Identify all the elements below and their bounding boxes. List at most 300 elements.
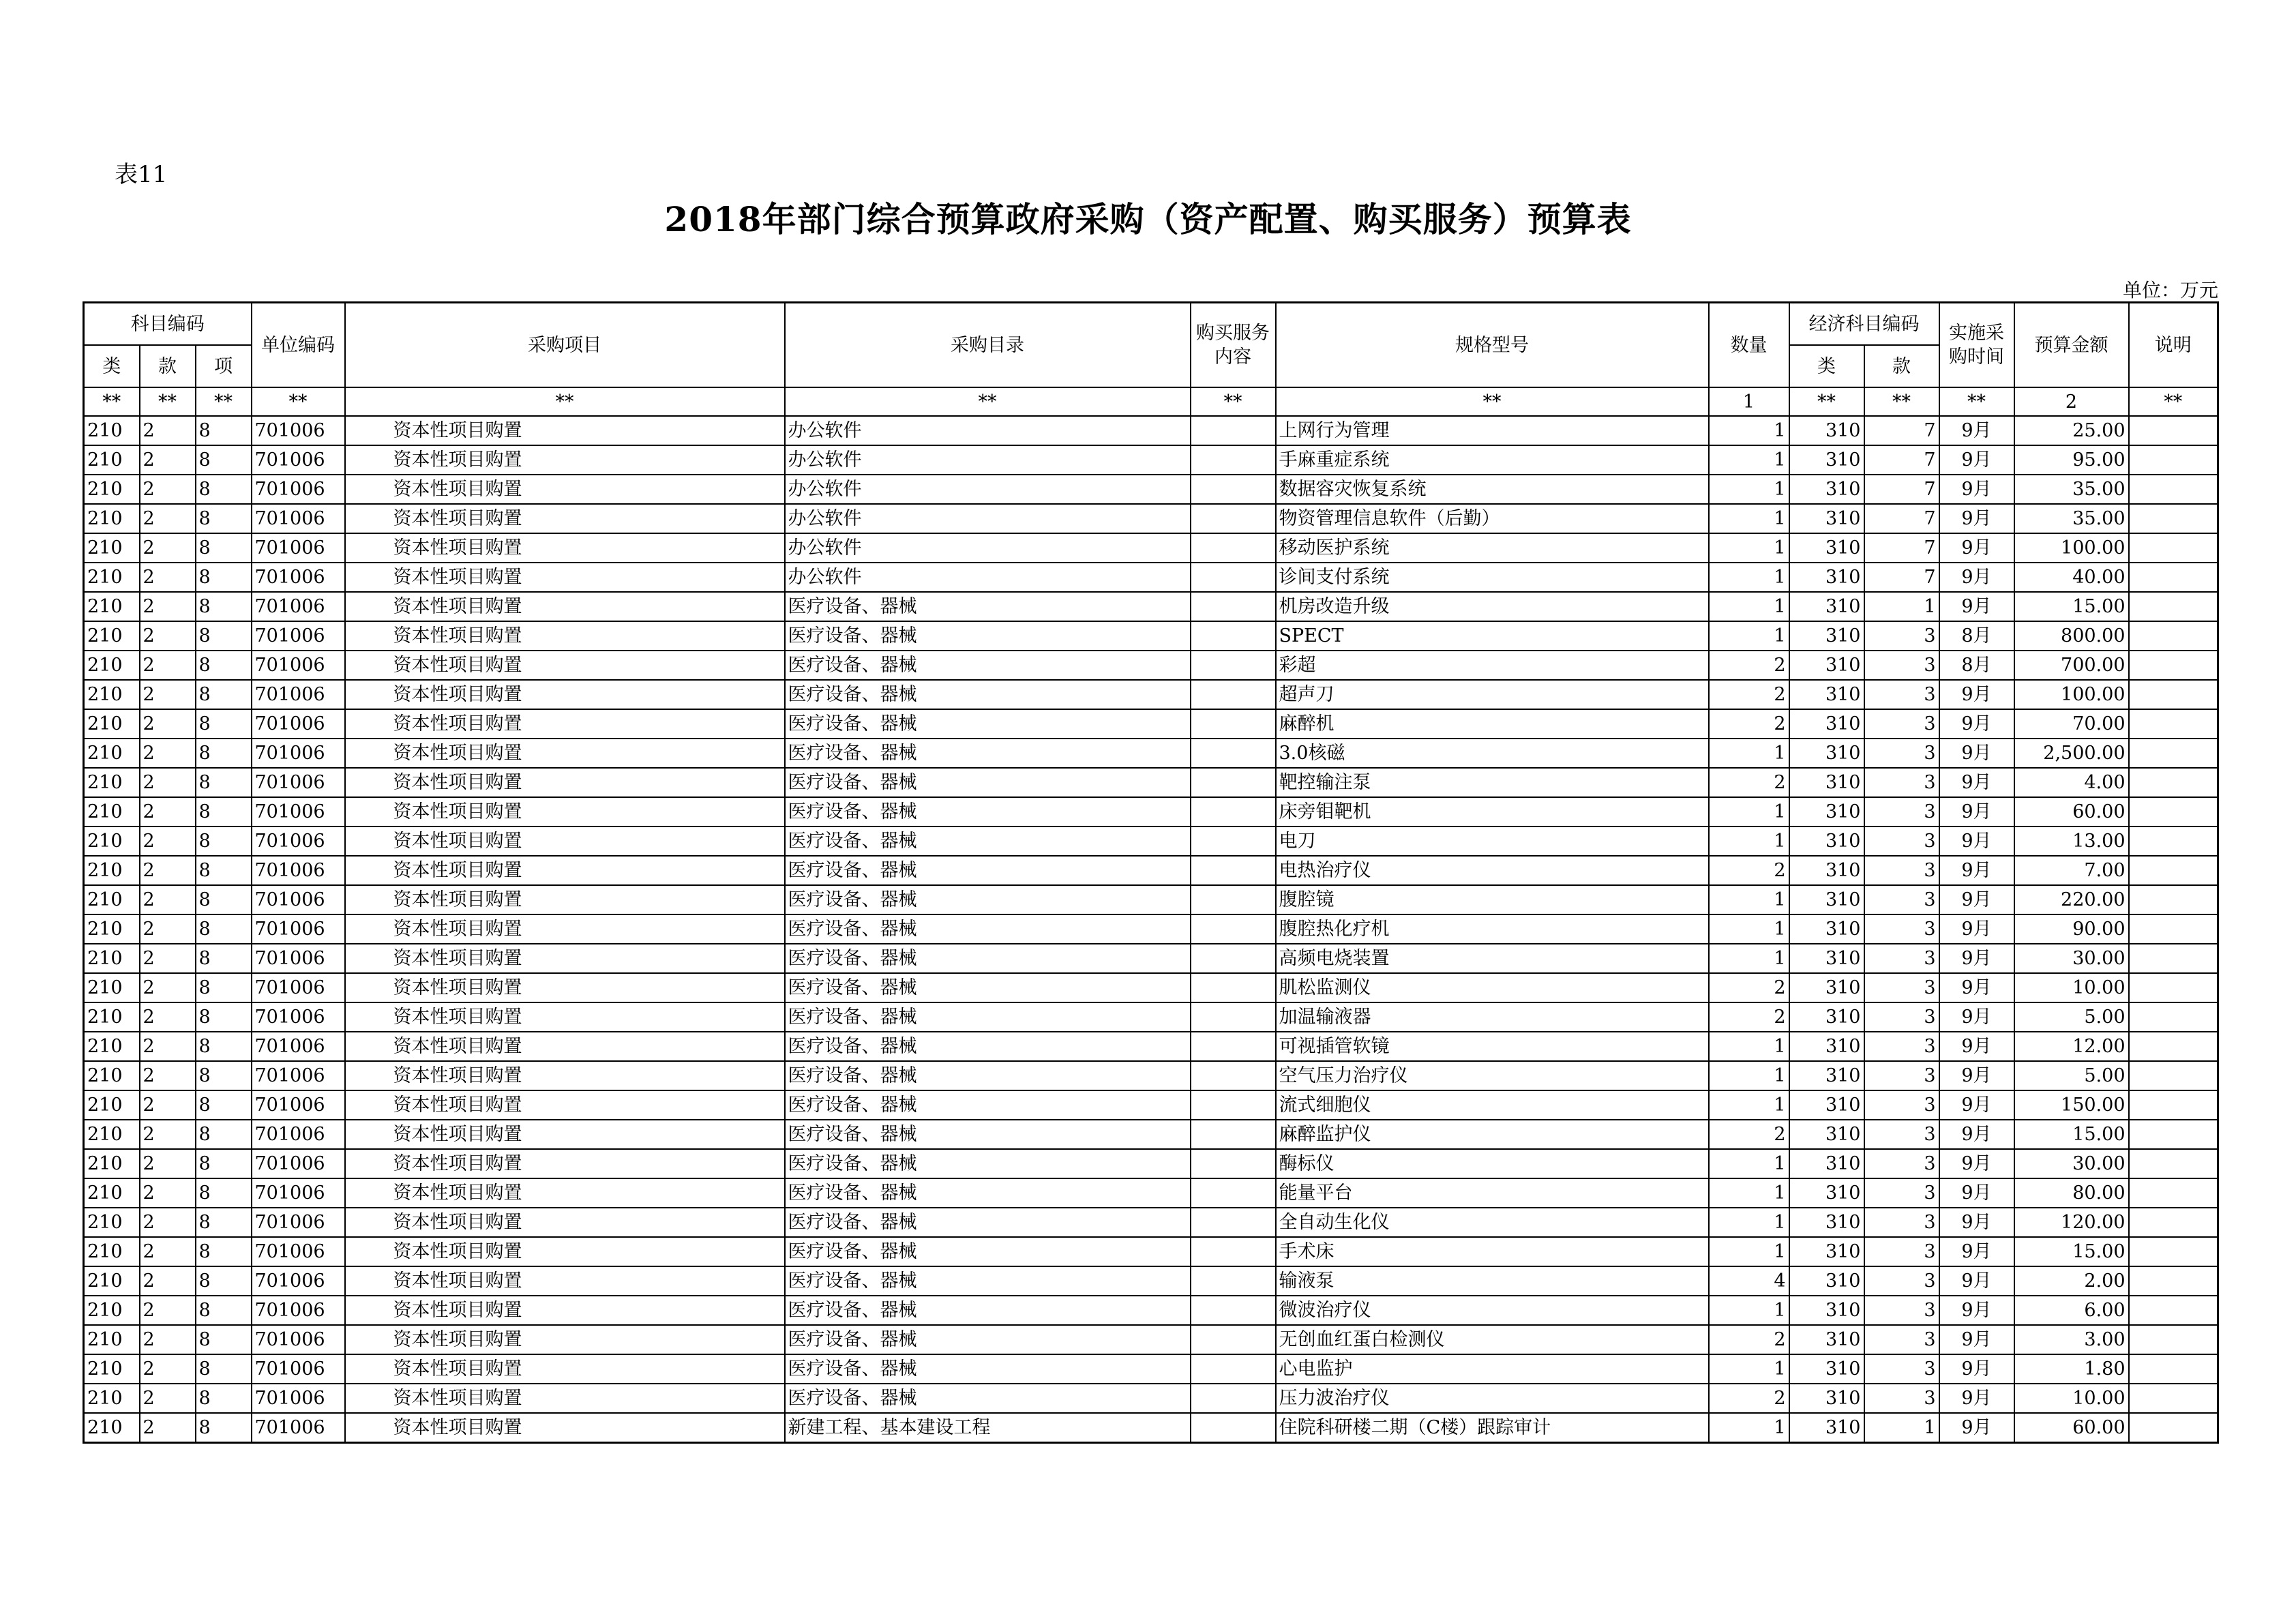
cell-service — [1191, 1413, 1276, 1443]
cell-lei: 210 — [84, 709, 140, 739]
cell-spec: 腹腔热化疗机 — [1276, 914, 1709, 944]
table-row — [84, 1149, 2218, 1178]
cell-time: 9月 — [1939, 739, 2014, 768]
cell-amount: 13.00 — [2014, 827, 2129, 856]
cell-amount: 120.00 — [2014, 1208, 2129, 1237]
cell-kuan: 2 — [140, 827, 196, 856]
cell-catalog: 医疗设备、器械 — [785, 1325, 1191, 1354]
cell-unit-code: 701006 — [252, 973, 345, 1002]
cell-lei: 210 — [84, 504, 140, 533]
cell-econ-kuan: 7 — [1864, 416, 1939, 445]
cell-catalog: 医疗设备、器械 — [785, 1208, 1191, 1237]
header-note: 说明 — [2129, 303, 2218, 388]
cell-econ-lei: 310 — [1789, 651, 1864, 680]
cell-spec: 诊间支付系统 — [1276, 563, 1709, 592]
cell-xiang: 8 — [196, 1178, 252, 1208]
cell-time: 9月 — [1939, 445, 2014, 475]
cell-kuan: 2 — [140, 563, 196, 592]
table-row — [84, 739, 2218, 768]
table-row — [84, 1296, 2218, 1325]
cell-time: 8月 — [1939, 621, 2014, 651]
cell-spec: 机房改造升级 — [1276, 592, 1709, 621]
cell-note — [2129, 416, 2218, 445]
cell-econ-kuan: 3 — [1864, 768, 1939, 797]
cell-unit-code: 701006 — [252, 1090, 345, 1120]
cell-unit-code: 701006 — [252, 563, 345, 592]
cell-xiang: 8 — [196, 797, 252, 827]
cell-econ-kuan: 7 — [1864, 533, 1939, 563]
cell-econ-kuan: 3 — [1864, 1178, 1939, 1208]
cell-time: 9月 — [1939, 1032, 2014, 1061]
cell-unit-code: 701006 — [252, 504, 345, 533]
cell-kuan: 2 — [140, 680, 196, 709]
cell-service — [1191, 944, 1276, 973]
cell-service — [1191, 1032, 1276, 1061]
cell-project: 资本性项目购置 — [345, 475, 785, 504]
cell-econ-lei: 310 — [1789, 1002, 1864, 1032]
table-row — [84, 1178, 2218, 1208]
header-service: 购买服务内容 — [1191, 303, 1276, 388]
cell-qty: 1 — [1709, 1090, 1789, 1120]
cell-kuan: 2 — [140, 651, 196, 680]
cell-econ-lei: 310 — [1789, 1413, 1864, 1443]
header-spec: 规格型号 — [1276, 303, 1709, 388]
cell-amount: 2.00 — [2014, 1266, 2129, 1296]
cell-econ-kuan: 3 — [1864, 1354, 1939, 1384]
cell-project: 资本性项目购置 — [345, 1384, 785, 1413]
cell-amount: 10.00 — [2014, 1384, 2129, 1413]
cell-time: 9月 — [1939, 709, 2014, 739]
cell-kuan: 2 — [140, 1090, 196, 1120]
unit-label: 单位：万元 — [2122, 279, 2218, 301]
cell-econ-lei: 310 — [1789, 1384, 1864, 1413]
cell-spec: 电刀 — [1276, 827, 1709, 856]
cell-time: 9月 — [1939, 1061, 2014, 1090]
cell-lei: 210 — [84, 973, 140, 1002]
table-row — [84, 914, 2218, 944]
cell-econ-lei: 310 — [1789, 563, 1864, 592]
marker-cell: ** — [345, 387, 785, 416]
cell-amount: 1.80 — [2014, 1354, 2129, 1384]
cell-xiang: 8 — [196, 1413, 252, 1443]
cell-project: 资本性项目购置 — [345, 651, 785, 680]
marker-row — [84, 387, 2218, 416]
cell-xiang: 8 — [196, 1061, 252, 1090]
cell-project: 资本性项目购置 — [345, 680, 785, 709]
cell-amount: 60.00 — [2014, 797, 2129, 827]
cell-note — [2129, 563, 2218, 592]
cell-qty: 1 — [1709, 944, 1789, 973]
cell-service — [1191, 1149, 1276, 1178]
cell-spec: 床旁钼靶机 — [1276, 797, 1709, 827]
cell-qty: 2 — [1709, 768, 1789, 797]
cell-catalog: 医疗设备、器械 — [785, 973, 1191, 1002]
cell-xiang: 8 — [196, 709, 252, 739]
table-row — [84, 1208, 2218, 1237]
table-row — [84, 1354, 2218, 1384]
cell-econ-kuan: 3 — [1864, 1384, 1939, 1413]
cell-qty: 1 — [1709, 1061, 1789, 1090]
cell-xiang: 8 — [196, 1237, 252, 1266]
cell-unit-code: 701006 — [252, 1384, 345, 1413]
cell-qty: 1 — [1709, 1296, 1789, 1325]
cell-service — [1191, 914, 1276, 944]
cell-qty: 1 — [1709, 592, 1789, 621]
marker-cell: ** — [84, 387, 140, 416]
cell-kuan: 2 — [140, 1384, 196, 1413]
cell-econ-kuan: 3 — [1864, 827, 1939, 856]
cell-note — [2129, 768, 2218, 797]
cell-catalog: 医疗设备、器械 — [785, 1237, 1191, 1266]
cell-catalog: 医疗设备、器械 — [785, 709, 1191, 739]
cell-spec: 手麻重症系统 — [1276, 445, 1709, 475]
table-row — [84, 709, 2218, 739]
cell-lei: 210 — [84, 1061, 140, 1090]
cell-catalog: 医疗设备、器械 — [785, 1149, 1191, 1178]
cell-unit-code: 701006 — [252, 885, 345, 914]
cell-spec: 麻醉机 — [1276, 709, 1709, 739]
cell-qty: 2 — [1709, 1002, 1789, 1032]
table-row — [84, 1061, 2218, 1090]
cell-xiang: 8 — [196, 1090, 252, 1120]
cell-note — [2129, 533, 2218, 563]
cell-lei: 210 — [84, 914, 140, 944]
cell-qty: 2 — [1709, 680, 1789, 709]
cell-econ-lei: 310 — [1789, 1120, 1864, 1149]
marker-cell: ** — [785, 387, 1191, 416]
cell-unit-code: 701006 — [252, 1061, 345, 1090]
cell-spec: 心电监护 — [1276, 1354, 1709, 1384]
cell-qty: 1 — [1709, 1354, 1789, 1384]
cell-project: 资本性项目购置 — [345, 1032, 785, 1061]
cell-note — [2129, 856, 2218, 885]
cell-unit-code: 701006 — [252, 1178, 345, 1208]
cell-amount: 25.00 — [2014, 416, 2129, 445]
cell-catalog: 办公软件 — [785, 475, 1191, 504]
cell-xiang: 8 — [196, 1296, 252, 1325]
cell-econ-lei: 310 — [1789, 416, 1864, 445]
cell-econ-lei: 310 — [1789, 827, 1864, 856]
cell-amount: 15.00 — [2014, 592, 2129, 621]
cell-catalog: 医疗设备、器械 — [785, 1266, 1191, 1296]
cell-spec: 3.0核磁 — [1276, 739, 1709, 768]
cell-project: 资本性项目购置 — [345, 1090, 785, 1120]
cell-amount: 30.00 — [2014, 1149, 2129, 1178]
cell-lei: 210 — [84, 592, 140, 621]
cell-note — [2129, 1061, 2218, 1090]
cell-qty: 2 — [1709, 856, 1789, 885]
cell-xiang: 8 — [196, 475, 252, 504]
cell-econ-kuan: 3 — [1864, 739, 1939, 768]
cell-kuan: 2 — [140, 445, 196, 475]
cell-catalog: 医疗设备、器械 — [785, 1090, 1191, 1120]
cell-amount: 95.00 — [2014, 445, 2129, 475]
cell-service — [1191, 1090, 1276, 1120]
cell-econ-kuan: 3 — [1864, 1208, 1939, 1237]
cell-lei: 210 — [84, 944, 140, 973]
header-unit-code: 单位编码 — [252, 303, 345, 388]
cell-catalog: 新建工程、基本建设工程 — [785, 1413, 1191, 1443]
cell-econ-lei: 310 — [1789, 885, 1864, 914]
cell-lei: 210 — [84, 1266, 140, 1296]
cell-xiang: 8 — [196, 1384, 252, 1413]
marker-cell: ** — [1789, 387, 1864, 416]
cell-qty: 2 — [1709, 1384, 1789, 1413]
cell-spec: 空气压力治疗仪 — [1276, 1061, 1709, 1090]
table-row — [84, 504, 2218, 533]
cell-note — [2129, 944, 2218, 973]
cell-econ-kuan: 3 — [1864, 1149, 1939, 1178]
cell-lei: 210 — [84, 416, 140, 445]
cell-econ-kuan: 3 — [1864, 1120, 1939, 1149]
cell-amount: 220.00 — [2014, 885, 2129, 914]
cell-service — [1191, 475, 1276, 504]
cell-xiang: 8 — [196, 1032, 252, 1061]
cell-time: 9月 — [1939, 797, 2014, 827]
header-subject-code: 科目编码 — [84, 303, 252, 346]
cell-spec: 手术床 — [1276, 1237, 1709, 1266]
cell-econ-kuan: 3 — [1864, 1266, 1939, 1296]
cell-xiang: 8 — [196, 1002, 252, 1032]
cell-econ-lei: 310 — [1789, 1149, 1864, 1178]
table-row — [84, 797, 2218, 827]
cell-spec: 住院科研楼二期（C楼）跟踪审计 — [1276, 1413, 1709, 1443]
cell-catalog: 医疗设备、器械 — [785, 1120, 1191, 1149]
cell-unit-code: 701006 — [252, 621, 345, 651]
cell-catalog: 办公软件 — [785, 563, 1191, 592]
cell-project: 资本性项目购置 — [345, 944, 785, 973]
cell-econ-lei: 310 — [1789, 1032, 1864, 1061]
cell-note — [2129, 827, 2218, 856]
cell-lei: 210 — [84, 445, 140, 475]
cell-kuan: 2 — [140, 1002, 196, 1032]
cell-kuan: 2 — [140, 1149, 196, 1178]
cell-qty: 1 — [1709, 621, 1789, 651]
cell-unit-code: 701006 — [252, 1032, 345, 1061]
cell-note — [2129, 651, 2218, 680]
cell-catalog: 办公软件 — [785, 416, 1191, 445]
cell-time: 9月 — [1939, 416, 2014, 445]
cell-kuan: 2 — [140, 1413, 196, 1443]
cell-amount: 100.00 — [2014, 533, 2129, 563]
cell-catalog: 医疗设备、器械 — [785, 651, 1191, 680]
cell-qty: 2 — [1709, 1325, 1789, 1354]
cell-time: 9月 — [1939, 592, 2014, 621]
cell-service — [1191, 592, 1276, 621]
cell-unit-code: 701006 — [252, 680, 345, 709]
cell-lei: 210 — [84, 1208, 140, 1237]
cell-service — [1191, 827, 1276, 856]
cell-amount: 70.00 — [2014, 709, 2129, 739]
cell-econ-lei: 310 — [1789, 475, 1864, 504]
cell-amount: 700.00 — [2014, 651, 2129, 680]
cell-econ-lei: 310 — [1789, 621, 1864, 651]
cell-kuan: 2 — [140, 1354, 196, 1384]
cell-time: 9月 — [1939, 563, 2014, 592]
cell-project: 资本性项目购置 — [345, 1061, 785, 1090]
cell-econ-kuan: 7 — [1864, 504, 1939, 533]
cell-catalog: 医疗设备、器械 — [785, 592, 1191, 621]
table-row — [84, 1266, 2218, 1296]
cell-project: 资本性项目购置 — [345, 445, 785, 475]
cell-service — [1191, 1354, 1276, 1384]
cell-unit-code: 701006 — [252, 768, 345, 797]
cell-project: 资本性项目购置 — [345, 1002, 785, 1032]
cell-service — [1191, 973, 1276, 1002]
cell-kuan: 2 — [140, 1266, 196, 1296]
cell-econ-lei: 310 — [1789, 533, 1864, 563]
cell-catalog: 医疗设备、器械 — [785, 797, 1191, 827]
cell-xiang: 8 — [196, 1354, 252, 1384]
marker-cell: ** — [1864, 387, 1939, 416]
table-row — [84, 1090, 2218, 1120]
cell-catalog: 医疗设备、器械 — [785, 827, 1191, 856]
cell-kuan: 2 — [140, 1208, 196, 1237]
cell-note — [2129, 1354, 2218, 1384]
cell-unit-code: 701006 — [252, 944, 345, 973]
cell-spec: 彩超 — [1276, 651, 1709, 680]
cell-econ-lei: 310 — [1789, 445, 1864, 475]
cell-econ-lei: 310 — [1789, 797, 1864, 827]
cell-qty: 1 — [1709, 739, 1789, 768]
cell-lei: 210 — [84, 563, 140, 592]
table-row — [84, 1413, 2218, 1443]
budget-table — [83, 301, 2219, 1444]
marker-cell: ** — [252, 387, 345, 416]
cell-lei: 210 — [84, 1237, 140, 1266]
cell-lei: 210 — [84, 621, 140, 651]
table-number: 表11 — [115, 161, 168, 188]
cell-qty: 1 — [1709, 885, 1789, 914]
cell-time: 9月 — [1939, 1413, 2014, 1443]
cell-amount: 35.00 — [2014, 475, 2129, 504]
marker-cell: ** — [1939, 387, 2014, 416]
cell-service — [1191, 416, 1276, 445]
cell-project: 资本性项目购置 — [345, 1120, 785, 1149]
cell-project: 资本性项目购置 — [345, 1296, 785, 1325]
cell-unit-code: 701006 — [252, 856, 345, 885]
cell-note — [2129, 1296, 2218, 1325]
cell-unit-code: 701006 — [252, 651, 345, 680]
cell-qty: 1 — [1709, 1149, 1789, 1178]
cell-lei: 210 — [84, 1384, 140, 1413]
cell-amount: 30.00 — [2014, 944, 2129, 973]
cell-qty: 1 — [1709, 504, 1789, 533]
cell-note — [2129, 885, 2218, 914]
cell-catalog: 医疗设备、器械 — [785, 768, 1191, 797]
cell-note — [2129, 1002, 2218, 1032]
cell-note — [2129, 621, 2218, 651]
marker-cell: ** — [140, 387, 196, 416]
table-row — [84, 1384, 2218, 1413]
cell-time: 9月 — [1939, 1208, 2014, 1237]
cell-econ-lei: 310 — [1789, 914, 1864, 944]
cell-kuan: 2 — [140, 475, 196, 504]
cell-catalog: 医疗设备、器械 — [785, 621, 1191, 651]
cell-project: 资本性项目购置 — [345, 856, 785, 885]
table-row — [84, 856, 2218, 885]
cell-kuan: 2 — [140, 416, 196, 445]
cell-spec: 移动医护系统 — [1276, 533, 1709, 563]
cell-qty: 4 — [1709, 1266, 1789, 1296]
cell-spec: 压力波治疗仪 — [1276, 1384, 1709, 1413]
cell-qty: 1 — [1709, 563, 1789, 592]
cell-kuan: 2 — [140, 1178, 196, 1208]
cell-spec: 数据容灾恢复系统 — [1276, 475, 1709, 504]
cell-qty: 1 — [1709, 1413, 1789, 1443]
cell-spec: 加温输液器 — [1276, 1002, 1709, 1032]
marker-cell: ** — [1191, 387, 1276, 416]
cell-note — [2129, 973, 2218, 1002]
cell-note — [2129, 475, 2218, 504]
cell-time: 9月 — [1939, 1325, 2014, 1354]
cell-note — [2129, 797, 2218, 827]
cell-unit-code: 701006 — [252, 1120, 345, 1149]
table-row — [84, 1237, 2218, 1266]
cell-lei: 210 — [84, 1090, 140, 1120]
cell-spec: 靶控输注泵 — [1276, 768, 1709, 797]
cell-note — [2129, 1237, 2218, 1266]
table-row — [84, 768, 2218, 797]
cell-unit-code: 701006 — [252, 827, 345, 856]
cell-lei: 210 — [84, 1120, 140, 1149]
cell-amount: 5.00 — [2014, 1061, 2129, 1090]
cell-note — [2129, 1149, 2218, 1178]
cell-econ-kuan: 3 — [1864, 973, 1939, 1002]
cell-lei: 210 — [84, 1032, 140, 1061]
cell-project: 资本性项目购置 — [345, 973, 785, 1002]
cell-time: 9月 — [1939, 1002, 2014, 1032]
cell-project: 资本性项目购置 — [345, 416, 785, 445]
cell-econ-kuan: 7 — [1864, 563, 1939, 592]
marker-cell: ** — [2129, 387, 2218, 416]
cell-spec: 酶标仪 — [1276, 1149, 1709, 1178]
cell-note — [2129, 709, 2218, 739]
cell-qty: 1 — [1709, 533, 1789, 563]
cell-econ-kuan: 3 — [1864, 797, 1939, 827]
cell-econ-lei: 310 — [1789, 1237, 1864, 1266]
cell-service — [1191, 1208, 1276, 1237]
cell-time: 9月 — [1939, 1120, 2014, 1149]
cell-note — [2129, 1208, 2218, 1237]
cell-time: 9月 — [1939, 1178, 2014, 1208]
cell-time: 9月 — [1939, 475, 2014, 504]
cell-spec: 全自动生化仪 — [1276, 1208, 1709, 1237]
cell-spec: 肌松监测仪 — [1276, 973, 1709, 1002]
header-amount: 预算金额 — [2014, 303, 2129, 388]
cell-note — [2129, 1325, 2218, 1354]
cell-econ-kuan: 1 — [1864, 592, 1939, 621]
cell-econ-lei: 310 — [1789, 592, 1864, 621]
cell-kuan: 2 — [140, 592, 196, 621]
cell-time: 9月 — [1939, 768, 2014, 797]
cell-amount: 100.00 — [2014, 680, 2129, 709]
cell-amount: 5.00 — [2014, 1002, 2129, 1032]
cell-qty: 1 — [1709, 416, 1789, 445]
header-catalog: 采购目录 — [785, 303, 1191, 388]
cell-amount: 2,500.00 — [2014, 739, 2129, 768]
cell-service — [1191, 533, 1276, 563]
cell-spec: 物资管理信息软件（后勤） — [1276, 504, 1709, 533]
cell-project: 资本性项目购置 — [345, 885, 785, 914]
cell-catalog: 办公软件 — [785, 533, 1191, 563]
cell-xiang: 8 — [196, 621, 252, 651]
cell-unit-code: 701006 — [252, 1413, 345, 1443]
cell-econ-kuan: 3 — [1864, 621, 1939, 651]
cell-project: 资本性项目购置 — [345, 914, 785, 944]
cell-note — [2129, 445, 2218, 475]
cell-unit-code: 701006 — [252, 1002, 345, 1032]
